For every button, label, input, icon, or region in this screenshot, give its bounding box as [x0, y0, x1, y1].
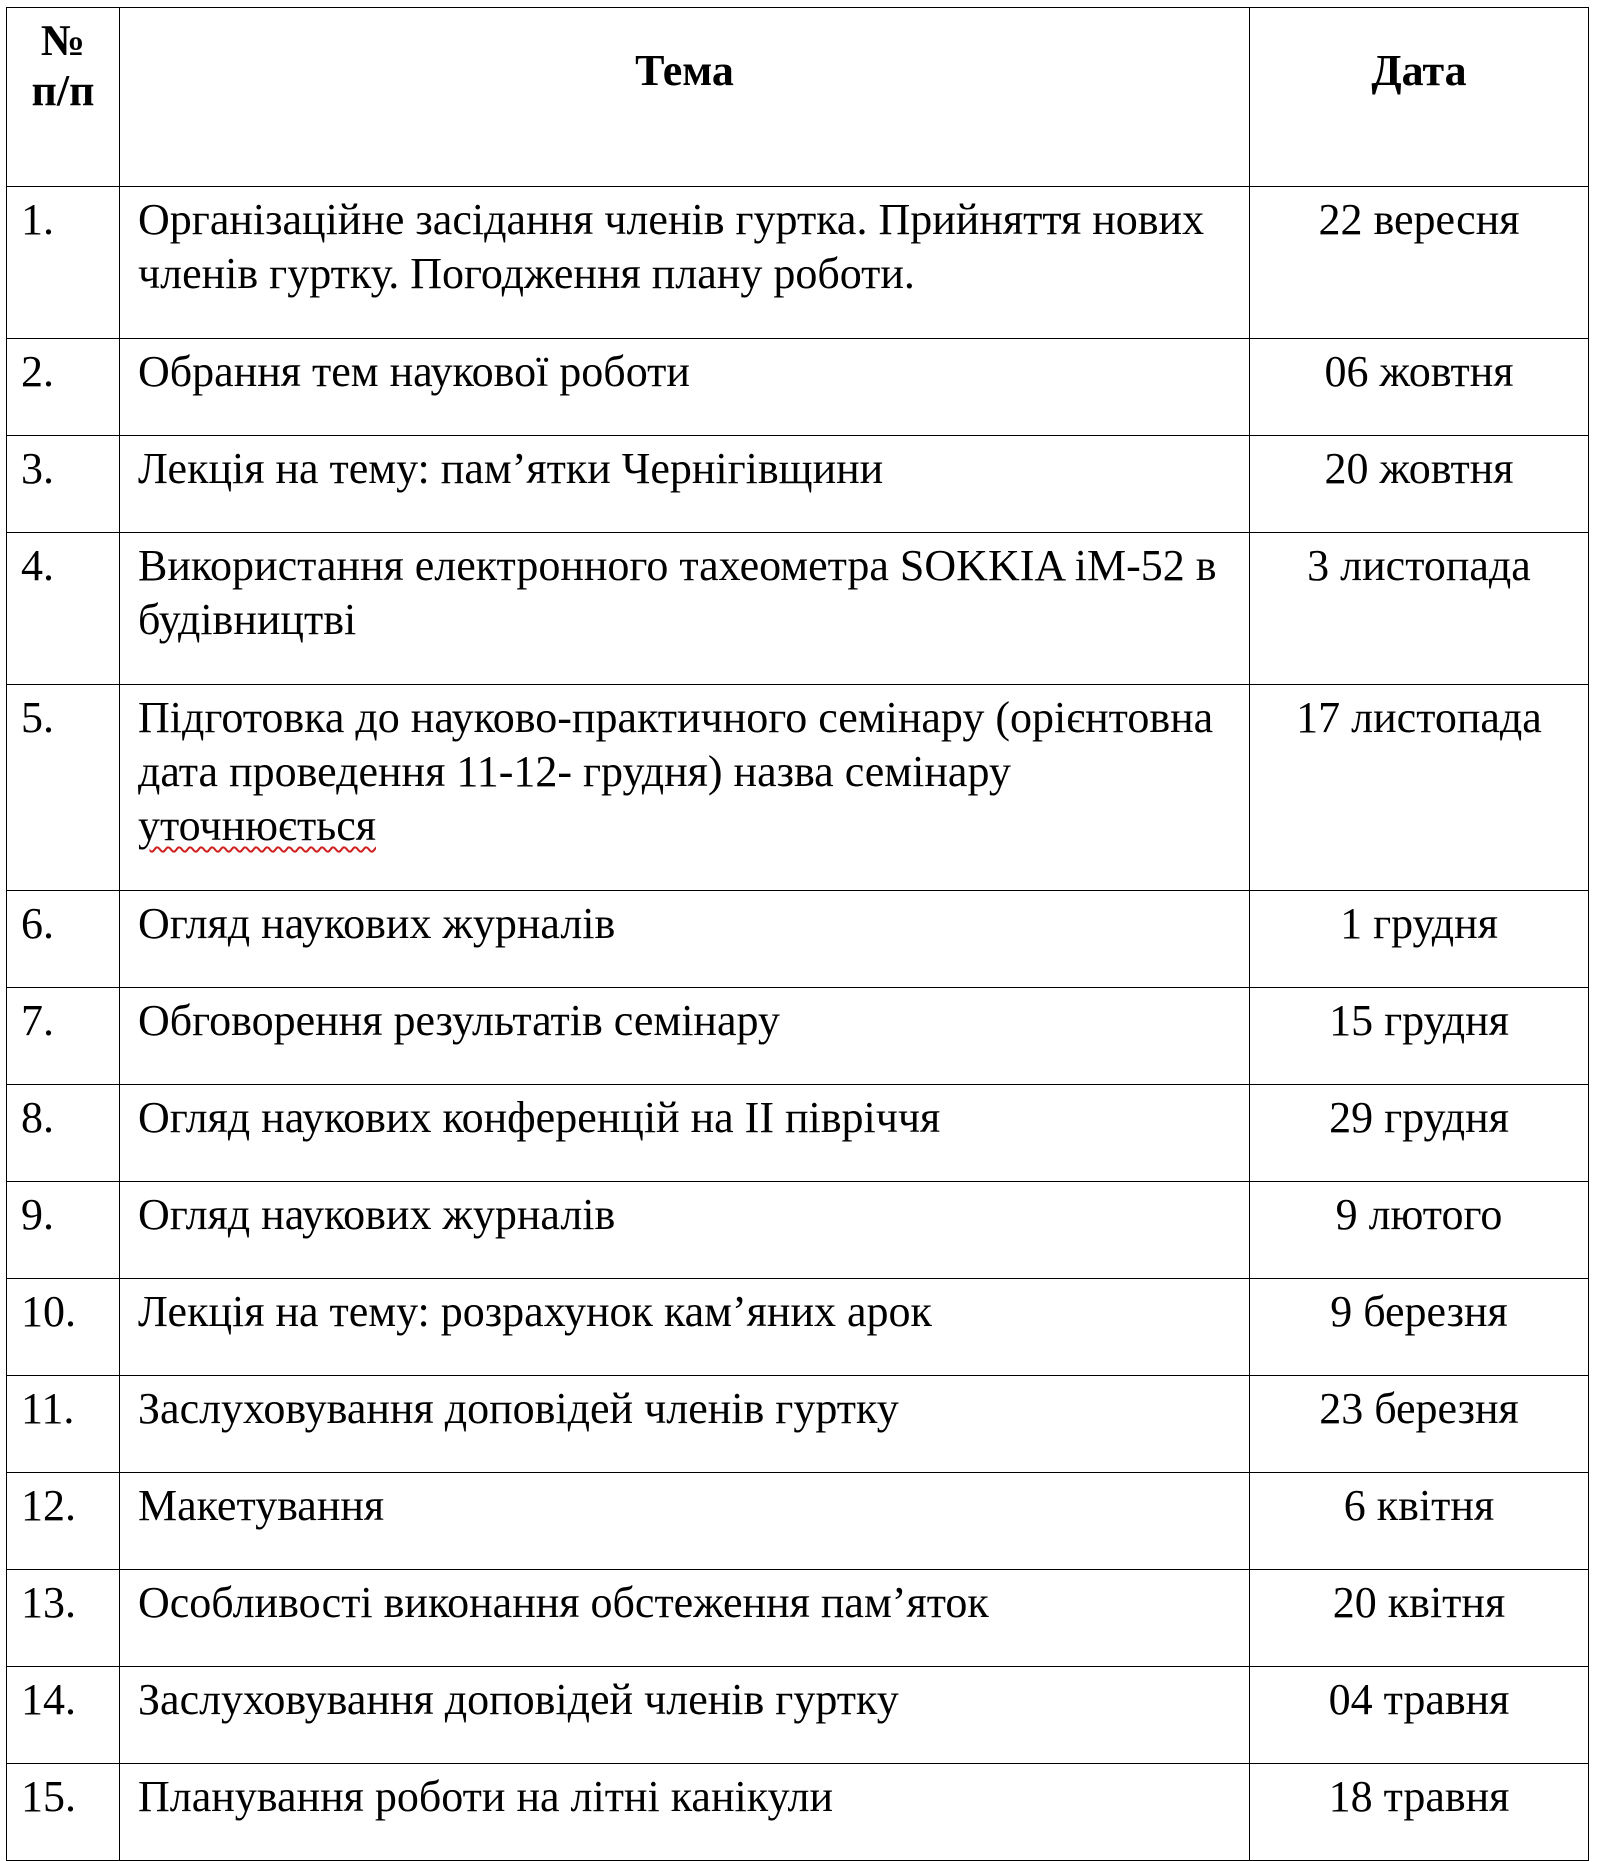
row-topic: Заслуховування доповідей членів гуртку — [120, 1376, 1250, 1473]
schedule-table — [6, 7, 1589, 1861]
row-number: 7. — [7, 988, 120, 1085]
row-date: 17 листопада — [1250, 685, 1589, 891]
row-date: 9 березня — [1250, 1279, 1589, 1376]
row-topic: Заслуховування доповідей членів гуртку — [120, 1667, 1250, 1764]
row-topic: Огляд наукових журналів — [120, 891, 1250, 988]
row-date: 20 жовтня — [1250, 436, 1589, 533]
table-header — [7, 8, 1589, 187]
header-number — [7, 8, 120, 187]
table-row — [7, 1182, 1589, 1279]
table-row — [7, 187, 1589, 339]
row-topic: Використання електронного тахеометра SOKKIA iM-52 в будівництві — [120, 533, 1250, 685]
row-number: 12. — [7, 1473, 120, 1570]
row-date: 6 квітня — [1250, 1473, 1589, 1570]
table-row — [7, 1473, 1589, 1570]
table-row — [7, 685, 1589, 891]
table-row — [7, 988, 1589, 1085]
row-number: 4. — [7, 533, 120, 685]
row-date: 18 травня — [1250, 1764, 1589, 1861]
row-date: 06 жовтня — [1250, 339, 1589, 436]
row-date: 9 лютого — [1250, 1182, 1589, 1279]
table-row — [7, 436, 1589, 533]
row-topic: Огляд наукових конференцій на ІІ півріччя — [120, 1085, 1250, 1182]
row-topic: Лекція на тему: розрахунок кам’яних арок — [120, 1279, 1250, 1376]
row-date: 3 листопада — [1250, 533, 1589, 685]
row-topic: Огляд наукових журналів — [120, 1182, 1250, 1279]
row-number: 1. — [7, 187, 120, 339]
header-number-abbrev: п/п — [31, 66, 95, 115]
row-number: 9. — [7, 1182, 120, 1279]
table-row — [7, 1764, 1589, 1861]
row-date: 04 травня — [1250, 1667, 1589, 1764]
row-number: 5. — [7, 685, 120, 891]
row-topic: Організаційне засідання членів гуртка. Прийняття нових членів гуртку. Погодження плану роботи. — [120, 187, 1250, 339]
row-date: 15 грудня — [1250, 988, 1589, 1085]
row-number: 10. — [7, 1279, 120, 1376]
table-row — [7, 891, 1589, 988]
header-row — [7, 8, 1589, 187]
table-row — [7, 1667, 1589, 1764]
table-body — [7, 187, 1589, 1861]
header-number-symbol: № — [40, 16, 86, 65]
row-date: 20 квітня — [1250, 1570, 1589, 1667]
row-number: 13. — [7, 1570, 120, 1667]
row-date: 22 вересня — [1250, 187, 1589, 339]
table-row — [7, 1376, 1589, 1473]
table-row — [7, 533, 1589, 685]
header-topic: Тема — [120, 8, 1250, 187]
row-number: 3. — [7, 436, 120, 533]
table-row — [7, 1279, 1589, 1376]
row-topic: Обрання тем наукової роботи — [120, 339, 1250, 436]
row-number: 15. — [7, 1764, 120, 1861]
row-number: 2. — [7, 339, 120, 436]
table-row — [7, 1570, 1589, 1667]
row-number: 11. — [7, 1376, 120, 1473]
row-topic: Особливості виконання обстеження пам’яток — [120, 1570, 1250, 1667]
header-date: Дата — [1250, 8, 1589, 187]
row-topic: Планування роботи на літні канікули — [120, 1764, 1250, 1861]
spellcheck-flagged-word: уточнюється — [138, 801, 377, 850]
row-date: 29 грудня — [1250, 1085, 1589, 1182]
row-date: 23 березня — [1250, 1376, 1589, 1473]
row-number: 6. — [7, 891, 120, 988]
row-topic-text: Підготовка до науково-практичного семінару (орієнтовна дата проведення 11-12- грудня) назва семінару — [138, 693, 1214, 796]
row-topic: Макетування — [120, 1473, 1250, 1570]
row-number: 8. — [7, 1085, 120, 1182]
row-date: 1 грудня — [1250, 891, 1589, 988]
row-topic: Обговорення результатів семінару — [120, 988, 1250, 1085]
row-number: 14. — [7, 1667, 120, 1764]
row-topic — [120, 685, 1250, 891]
row-topic: Лекція на тему: пам’ятки Чернігівщини — [120, 436, 1250, 533]
table-row — [7, 1085, 1589, 1182]
table-row — [7, 339, 1589, 436]
